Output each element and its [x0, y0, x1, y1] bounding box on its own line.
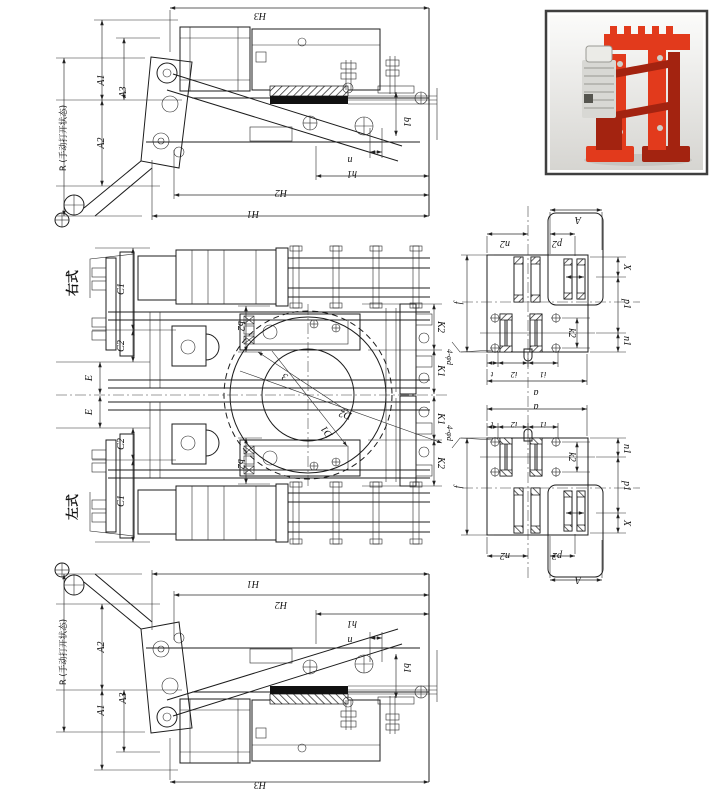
dim-label-f-lower: f — [453, 485, 464, 489]
dim-label-n-bottom: n — [347, 634, 353, 645]
brake-fin — [610, 26, 617, 36]
dim-label-n1-lower: n1 — [621, 444, 632, 454]
dim-label-k2small-lower: k2 — [566, 452, 577, 462]
dim-label-t-upper: t — [490, 370, 494, 380]
dim-label-h1small-top: h1 — [347, 168, 357, 179]
dim-label-x-lower: X — [621, 519, 632, 527]
dim-label-a1-top: A1 — [96, 74, 107, 86]
thruster-junction-box — [584, 94, 593, 103]
dim-label-i1-upper: i1 — [539, 370, 547, 380]
dim-label-A-upper: A — [574, 214, 582, 225]
dim-label-f-upper: f — [453, 301, 464, 305]
dim-label-k1-lower: K1 — [435, 413, 446, 425]
dim-label-n-top: n — [347, 154, 353, 165]
brake-arm-right — [648, 42, 666, 150]
pin — [617, 61, 623, 67]
dim-label-b1-top: b1 — [401, 117, 412, 127]
dim-label-a3-bottom: A3 — [118, 692, 129, 704]
dim-label-b2-upper: b2 — [235, 321, 246, 331]
dim-label-b1-bottom: b1 — [401, 663, 412, 673]
product-photo — [546, 11, 707, 174]
plan-view-left-type — [56, 396, 442, 544]
dim-label-n2-upper: n2 — [500, 238, 510, 249]
dim-label-k2-lower: K2 — [435, 457, 446, 469]
dim-label-a-lower: a — [533, 401, 539, 412]
side-view-top — [55, 8, 437, 227]
dim-label-e-upper: E — [84, 374, 95, 382]
dim-label-a1-bottom: A1 — [96, 704, 107, 716]
dim-label-t-lower: t — [490, 420, 494, 430]
plan-view-right-type — [56, 246, 442, 394]
dim-label-c2-lower: C2 — [116, 438, 127, 450]
dim-label-i2-lower: i2 — [510, 420, 518, 430]
dim-label-p2-upper: p2 — [552, 238, 562, 249]
view-title-right-type: 右式 — [66, 269, 81, 297]
dim-label-n2-lower: n2 — [500, 550, 510, 561]
dim-label-3: 3 — [280, 370, 290, 383]
dim-label-A-lower: A — [574, 574, 582, 585]
dim-label-i2-upper: i2 — [510, 370, 518, 380]
thruster-mount — [596, 118, 622, 150]
dim-label-e-lower: E — [84, 408, 95, 416]
dim-label-b2-lower: b2 — [235, 459, 246, 469]
dim-label-h1-top: H1 — [246, 208, 260, 219]
dim-label-p1-upper: p1 — [621, 299, 632, 309]
brake-drum — [56, 206, 528, 580]
dim-label-p2-lower: p2 — [552, 550, 562, 561]
flange-view-lower — [452, 405, 640, 580]
dim-label-k2small-upper: k2 — [566, 328, 577, 338]
dim-label-d1: D1 — [318, 423, 336, 440]
dim-label-c2-upper: C2 — [116, 340, 127, 352]
dim-label-h2-bottom: H2 — [274, 599, 288, 610]
dim-label-x-upper: X — [621, 263, 632, 271]
flange-view-upper — [452, 210, 640, 385]
dim-label-h3-top: H3 — [253, 10, 267, 21]
dim-label-k1-upper: K1 — [435, 365, 446, 377]
dim-label-h2-top: H2 — [274, 187, 288, 198]
brake-fin — [638, 26, 645, 36]
dim-label-r-manual-top: R (手动打开状态) — [59, 104, 69, 172]
dim-label-c1-lower: C1 — [116, 495, 127, 507]
dim-label-k2-upper: K2 — [435, 321, 446, 333]
dim-label-i1-lower: i1 — [539, 420, 547, 430]
brake-head — [604, 34, 690, 50]
dim-label-c1-upper: C1 — [116, 283, 127, 295]
brake-arm-back — [668, 52, 680, 150]
pin — [657, 125, 663, 131]
pin — [657, 55, 663, 61]
dim-label-a-upper: a — [533, 387, 539, 398]
dim-label-p1-lower: p1 — [621, 481, 632, 491]
brake-fin — [624, 26, 631, 36]
dim-label-a2-bottom: A2 — [96, 641, 107, 653]
brake-fin — [652, 26, 659, 36]
dim-label-h1small-bottom: h1 — [347, 618, 357, 629]
dim-label-holes-upper: 4-φd — [445, 348, 455, 366]
thruster-cap — [586, 46, 612, 62]
dim-label-n1-upper: n1 — [621, 336, 632, 346]
dim-label-holes-lower: 4-φd — [445, 424, 455, 442]
dim-label-d2: D2 — [337, 407, 353, 422]
dim-label-h1-bottom: H1 — [246, 578, 260, 589]
dim-label-a3-top: A3 — [118, 86, 129, 98]
dim-label-a2-top: A2 — [96, 137, 107, 149]
side-view-bottom — [55, 563, 437, 782]
dim-label-h3-bottom: H3 — [253, 779, 267, 790]
brake-fin — [666, 26, 673, 36]
dim-label-r-manual-bottom: R (手动打开状态) — [59, 618, 69, 686]
view-title-left-type: 左式 — [66, 493, 81, 521]
